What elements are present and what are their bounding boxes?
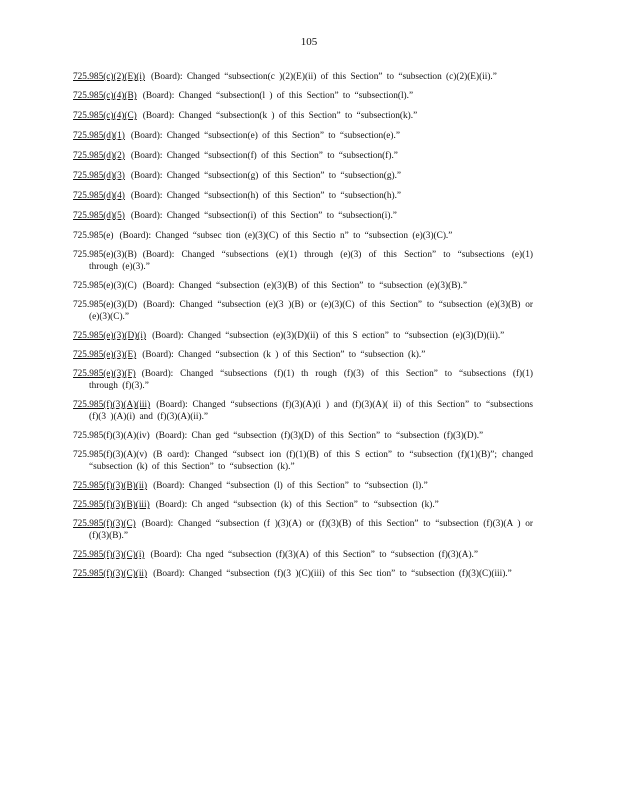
amendment-entry [73, 110, 533, 122]
section-citation: 725.985(c)(2)(E)(i) [73, 72, 146, 82]
amendment-entry [73, 249, 533, 273]
amendment-entry [73, 90, 533, 102]
amendment-text: (Board): Changed “subsections (f)(3)(A)(i ) and (f)(3)(A)( ii) of this Section” to “subsections (f)(3 )(A)(i) and (f)(3)(A)(ii).” [89, 400, 533, 422]
section-citation: 725.985(d)(5) [73, 211, 125, 221]
amendment-text: (Board): Ch anged “subsection (k) of this Section” to “subsection (k).” [155, 500, 439, 510]
section-citation: 725.985(d)(3) [73, 171, 125, 181]
amendment-entry [73, 150, 533, 162]
section-citation: 725.985(e)(3)(E) [73, 350, 137, 360]
amendment-entry [73, 210, 533, 222]
section-citation: 725.985(e)(3)(F) [73, 369, 136, 379]
amendment-entry [73, 568, 533, 580]
section-citation: 725.985(c)(4)(B) [73, 91, 137, 101]
amendment-text: (Board): Chan ged “subsection (f)(3)(D) of this Section” to “subsection (f)(3)(D).” [155, 431, 484, 441]
amendment-entry [73, 170, 533, 182]
amendment-text: (Board): Changed “subsection (f )(3)(A) or (f)(3)(B) of this Section” to “subsection (f)(3)(A ) or (f)(3)(B).” [89, 519, 533, 541]
section-citation: 725.985(f)(3)(A)(iv) [73, 431, 150, 441]
amendment-entry [73, 330, 533, 342]
amendment-text: (Board): Changed “subsection(k ) of this Section” to “subsection(k).” [142, 111, 418, 121]
amendment-entry [73, 449, 533, 473]
amendment-text: (Board): Changed “subsection(c )(2)(E)(ii) of this Section” to “subsection (c)(2)(E)(ii).” [151, 72, 497, 82]
amendment-text: (Board): Changed “subsec tion (e)(3)(C) of this Sectio n” to “subsection (e)(3)(C).” [119, 231, 453, 241]
amendment-text: (Board): Changed “subsection(l ) of this Section” to “subsection(l).” [142, 91, 414, 101]
amendment-text: (Board): Cha nged “subsection (f)(3)(A) of this Section” to “subsection (f)(3)(A).” [150, 550, 478, 560]
amendment-text: (Board): Changed “subsection (f)(3 )(C)(iii) of this Sec tion” to “subsection (f)(3)(C)(iii).” [153, 569, 512, 579]
amendment-entry [73, 430, 533, 442]
section-citation: 725.985(f)(3)(C)(i) [73, 550, 145, 560]
amendment-entry [73, 499, 533, 511]
amendment-entry [73, 190, 533, 202]
section-citation: 725.985(f)(3)(C) [73, 519, 136, 529]
amendment-entry [73, 230, 533, 242]
page-number: 105 [300, 36, 318, 48]
amendment-entry [73, 549, 533, 561]
amendment-text: (Board): Changed “subsection(f) of this Section” to “subsection(f).” [130, 151, 398, 161]
amendment-list [73, 71, 533, 587]
section-citation: 725.985(f)(3)(A)(iii) [73, 400, 151, 410]
section-citation: 725.985(c)(4)(C) [73, 111, 137, 121]
amendment-entry [73, 480, 533, 492]
amendment-entry [73, 349, 533, 361]
section-citation: 725.985(e)(3)(B) [73, 250, 137, 260]
section-citation: 725.985(f)(3)(A)(v) [73, 450, 148, 460]
amendment-entry [73, 399, 533, 423]
amendment-text: (Board): Changed “subsection (l) of this Section” to “subsection (l).” [153, 481, 428, 491]
amendment-text: (Board): Changed “subsection (k ) of this Section” to “subsection (k).” [142, 350, 426, 360]
section-citation: 725.985(e) [73, 231, 114, 241]
amendment-entry [73, 71, 533, 83]
section-citation: 725.985(e)(3)(C) [73, 281, 137, 291]
section-citation: 725.985(e)(3)(D)(i) [73, 331, 147, 341]
amendment-text: (Board): Changed “subsections (f)(1) th rough (f)(3) of this Section” to “subsections (f)(1) through (f)(3).” [89, 369, 533, 391]
amendment-text: (Board): Changed “subsection(e) of this Section” to “subsection(e).” [130, 131, 400, 141]
amendment-text: (B oard): Changed “subsect ion (f)(1)(B) of this S ection” to “subsection (f)(1)(B)”; changed “subsection (k) of this Section” to “subsection (k).” [89, 450, 533, 472]
amendment-text: (Board): Changed “subsection (e)(3)(D)(ii) of this S ection” to “subsection (e)(3)(D)(ii).” [152, 331, 505, 341]
amendment-text: (Board): Changed “subsection(g) of this Section” to “subsection(g).” [130, 171, 402, 181]
amendment-entry [73, 518, 533, 542]
section-citation: 725.985(f)(3)(B)(iii) [73, 500, 150, 510]
section-citation: 725.985(d)(2) [73, 151, 125, 161]
amendment-entry [73, 280, 533, 292]
section-citation: 725.985(f)(3)(C)(ii) [73, 569, 148, 579]
section-citation: 725.985(f)(3)(B)(ii) [73, 481, 148, 491]
section-citation: 725.985(e)(3)(D) [73, 300, 138, 310]
section-citation: 725.985(d)(1) [73, 131, 125, 141]
amendment-text: (Board): Changed “subsection (e)(3 )(B) or (e)(3)(C) of this Section” to “subsection (e)(3)(B) or (e)(3)(C).” [89, 300, 533, 322]
amendment-text: (Board): Changed “subsection(i) of this Section” to “subsection(i).” [130, 211, 397, 221]
amendment-entry [73, 130, 533, 142]
amendment-text: (Board): Changed “subsections (e)(1) through (e)(3) of this Section” to “subsections (e)(1) through (e)(3).” [89, 250, 533, 272]
amendment-entry [73, 368, 533, 392]
amendment-entry [73, 299, 533, 323]
section-citation: 725.985(d)(4) [73, 191, 125, 201]
amendment-text: (Board): Changed “subsection (e)(3)(B) of this Section” to “subsection (e)(3)(B).” [142, 281, 467, 291]
amendment-text: (Board): Changed “subsection(h) of this Section” to “subsection(h).” [130, 191, 402, 201]
